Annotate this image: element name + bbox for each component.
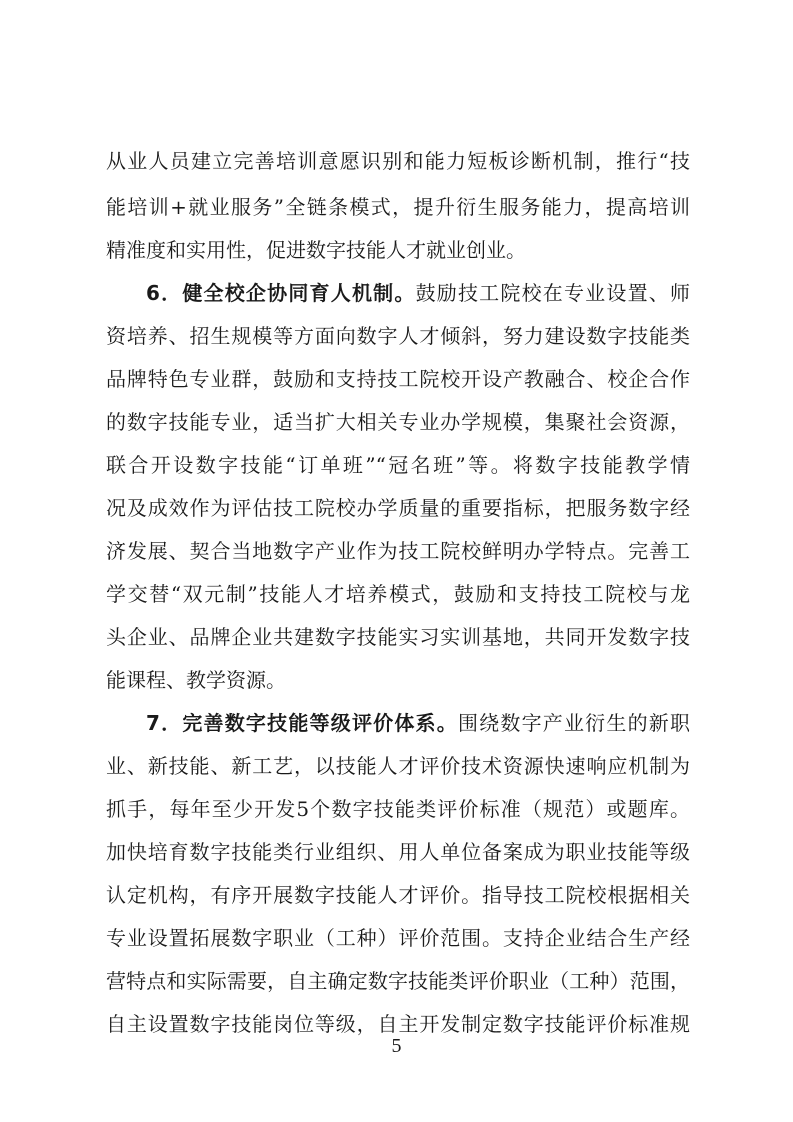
page-number: 5 <box>391 1035 402 1057</box>
line-text: 能课程、教学资源。 <box>106 668 286 692</box>
text-line-11 <box>106 580 690 608</box>
text-line-2 <box>106 193 690 221</box>
line-text: 围绕数字产业衍生的新职 <box>457 711 690 735</box>
line-text: 精准度和实用性，促进数字技能人才就业创业。 <box>106 238 526 262</box>
text-line-9 <box>106 494 690 522</box>
line-text: 自主设置数字技能岗位等级，自主开发制定数字技能评价标准规 <box>106 1012 690 1036</box>
section-7-heading-line <box>146 709 690 737</box>
line-text: 联合开设数字技能“订单班”“冠名班”等。将数字技能教学情 <box>106 453 690 477</box>
text-line-20 <box>106 967 690 995</box>
text-line-15 <box>106 752 690 780</box>
line-text: 专业设置拓展数字职业（工种）评价范围。支持企业结合生产经 <box>106 926 690 950</box>
line-text: 抓手，每年至少开发5个数字技能类评价标准（规范）或题库。 <box>106 797 690 821</box>
line-text: 品牌特色专业群，鼓励和支持技工院校开设产教融合、校企合作 <box>106 367 690 391</box>
line-text: 头企业、品牌企业共建数字技能实习实训基地，共同开发数字技 <box>106 625 690 649</box>
line-text: 济发展、契合当地数字产业作为技工院校鲜明办学特点。完善工 <box>106 539 690 563</box>
text-line-19 <box>106 924 690 952</box>
text-line-17 <box>106 838 690 866</box>
line-text: 从业人员建立完善培训意愿识别和能力短板诊断机制，推行“技 <box>106 149 690 173</box>
section-6-heading-line <box>146 279 690 307</box>
line-text: 加快培育数字技能类行业组织、用人单位备案成为职业技能等级 <box>106 840 690 864</box>
section-6-heading: 6．健全校企协同育人机制。 <box>146 281 416 305</box>
text-line-13 <box>106 666 690 694</box>
text-line-6 <box>106 365 690 393</box>
line-text: 况及成效作为评估技工院校办学质量的重要指标，把服务数字经 <box>106 496 690 520</box>
text-line-12 <box>106 623 690 651</box>
line-text: 的数字技能专业，适当扩大相关专业办学规模，集聚社会资源， <box>106 410 690 434</box>
text-line-5 <box>106 322 690 350</box>
line-text: 资培养、招生规模等方面向数字人才倾斜，努力建设数字技能类 <box>106 324 690 348</box>
text-line-10 <box>106 537 690 565</box>
line-text: 认定机构，有序开展数字技能人才评价。指导技工院校根据相关 <box>106 883 690 907</box>
line-text: 学交替“双元制”技能人才培养模式，鼓励和支持技工院校与龙 <box>106 582 690 606</box>
line-text: 鼓励技工院校在专业设置、师 <box>415 281 690 305</box>
line-text: 业、新技能、新工艺，以技能人才评价技术资源快速响应机制为 <box>106 754 690 778</box>
section-7-heading: 7．完善数字技能等级评价体系。 <box>146 711 458 735</box>
line-text: 营特点和实际需要，自主确定数字技能类评价职业（工种）范围， <box>106 969 690 993</box>
text-line-16 <box>106 795 690 823</box>
text-line-1 <box>106 147 690 175</box>
text-line-7 <box>106 408 690 436</box>
text-line-18 <box>106 881 690 909</box>
text-line-3 <box>106 236 690 264</box>
text-line-8 <box>106 451 690 479</box>
line-text: 能培训+就业服务”全链条模式，提升衍生服务能力，提高培训 <box>106 195 690 219</box>
